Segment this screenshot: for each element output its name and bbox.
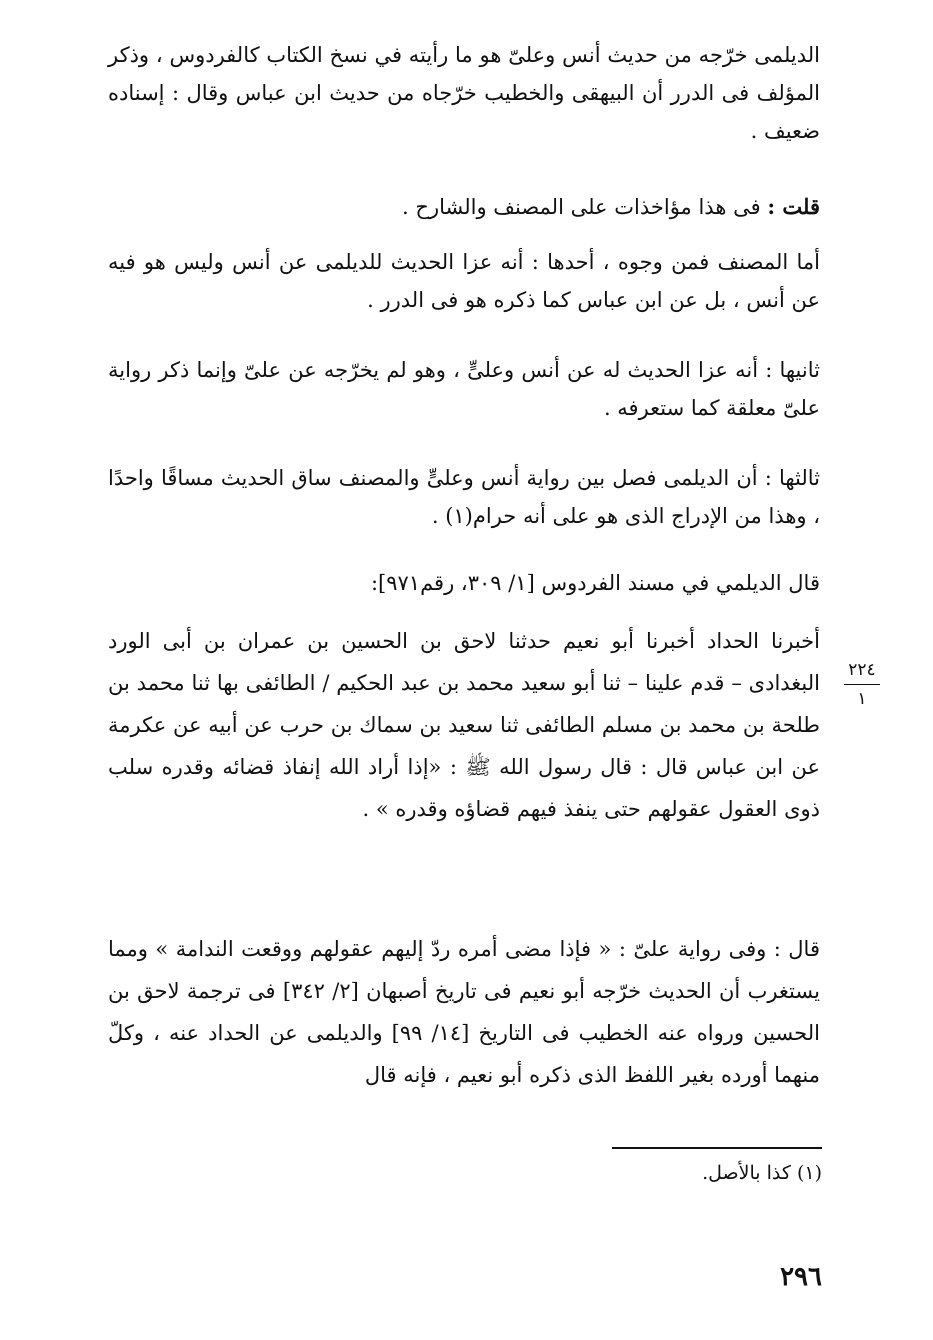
page-number: ٢٩٦ <box>780 1262 822 1292</box>
paragraph-5-block <box>108 459 820 535</box>
paragraph-8: قال : وفى رواية علىّ : « فإذا مضى أمره ردّ إليهم عقولهم ووقعت الندامة » ومما يستغرب أن الحديث خرّجه أبو نعيم فى تاريخ أصبهان [٢/ ٣٤٢] فى ترجمة لاحق بن الحسين ورواه عنه الخطيب فى التاريخ [١٤/ ٩٩] والديلمى عن الحداد عنه ، وكلّ منهما أورده بغير اللفظ الذى ذكره أبو نعيم ، فإنه قال <box>108 937 820 1087</box>
paragraph-7: أخبرنا الحداد أخبرنا أبو نعيم حدثنا لاحق بن الحسين بن عمران بن أبى الورد البغدادى – قدم علينا – ثنا أبو سعيد محمد بن عبد الحكيم / الطائفى بها ثنا محمد بن طلحة بن محمد بن مسلم الطائفى ثنا سعيد بن سماك بن حرب عن أبيه عن عكرمة عن ابن عباس قال : قال رسول الله ﷺ : «إذا أراد الله إنفاذ قضائه وقدره سلب ذوى العقول عقولهم حتى ينفذ فيهم قضاؤه وقدره » . <box>108 629 820 821</box>
paragraph-6: قال الديلمي في مسند الفردوس [١/ ٣٠٩، رقم٩٧١]: <box>370 571 820 595</box>
footnote: (١) كذا بالأصل. <box>702 1162 822 1184</box>
paragraph-7-block <box>108 620 820 830</box>
paragraph-3-block <box>108 243 820 319</box>
paragraph-2: فى هذا مؤاخذات على المصنف والشارح . <box>402 195 761 219</box>
paragraph-5: ثالثها : أن الديلمى فصل بين رواية أنس وعلىٍّ والمصنف ساق الحديث مساقًا واحدًا ، وهذا من الإدراج الذى هو على أنه حرام(١) . <box>108 466 820 528</box>
margin-ref-bottom: ١ <box>857 689 867 709</box>
paragraph-4-block <box>108 351 820 427</box>
qult-lead: قلت : <box>767 194 820 219</box>
paragraph-1-block <box>108 36 820 150</box>
margin-reference <box>842 659 882 710</box>
footnote-rule <box>612 1147 822 1149</box>
paragraph-2-block <box>108 188 820 226</box>
paragraph-6-block <box>108 564 820 602</box>
paragraph-4: ثانيها : أنه عزا الحديث له عن أنس وعلىٍّ ، وهو لم يخرّجه عن علىّ وإنما ذكر رواية علىّ معلقة كما ستعرفه . <box>108 358 820 420</box>
paragraph-3: أما المصنف فمن وجوه ، أحدها : أنه عزا الحديث للديلمى عن أنس وليس هو فيه عن أنس ، بل عن ابن عباس كما ذكره هو فى الدرر . <box>108 250 820 312</box>
paragraph-1: الديلمى خرّجه من حديث أنس وعلىّ هو ما رأيته في نسخ الكتاب كالفردوس ، وذكر المؤلف فى الدرر أن البيهقى والخطيب خرّجاه من حديث ابن عباس وقال : إسناده ضعيف . <box>108 43 820 143</box>
margin-ref-top: ٢٢٤ <box>848 660 876 680</box>
paragraph-8-block <box>108 928 820 1096</box>
margin-ref-rule <box>844 684 880 685</box>
